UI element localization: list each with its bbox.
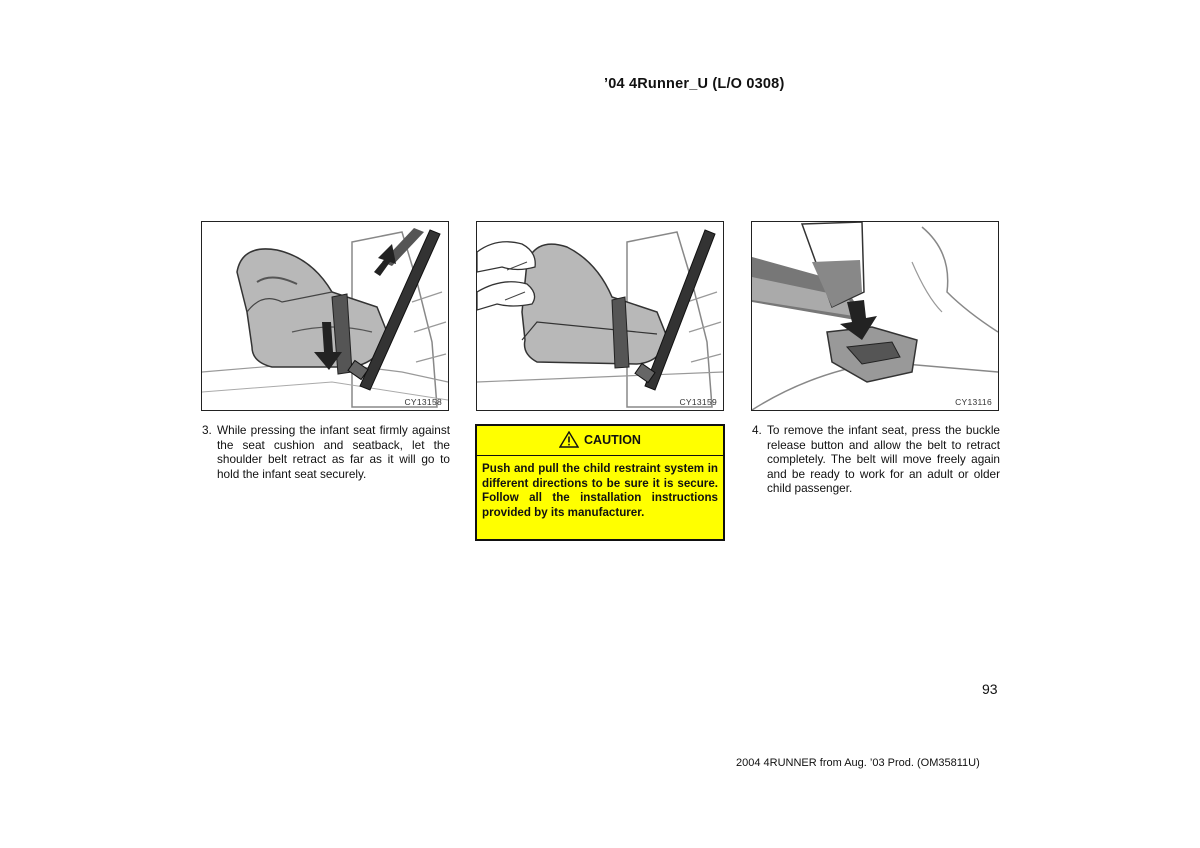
step-text: To remove the infant seat, press the buckle release button and allow the belt to retract completely. The belt will move freely again and be ready to work for an adult or older child passenger. xyxy=(767,423,1000,496)
step-number: 3. xyxy=(202,423,212,437)
figure-code: CY13159 xyxy=(679,397,717,407)
figure-infant-seat-retract xyxy=(201,221,449,411)
step-4 xyxy=(752,423,1000,496)
page-footer: 2004 4RUNNER from Aug. ’03 Prod. (OM35811U) xyxy=(736,757,980,769)
infant-seat-push-pull-illustration xyxy=(477,222,723,410)
step-3 xyxy=(202,423,450,481)
buckle-release-illustration xyxy=(752,222,998,410)
caution-heading-label: CAUTION xyxy=(584,433,641,447)
page-number: 93 xyxy=(982,681,998,697)
page-header: ’04 4Runner_U (L/O 0308) xyxy=(604,76,785,92)
caution-text: Push and pull the child restraint system in different directions to be sure it is secure. Follow all the installation instructions provided by its manufacturer. xyxy=(482,462,718,519)
infant-seat-belt-retract-illustration xyxy=(202,222,448,410)
caution-heading xyxy=(477,426,723,456)
step-text: While pressing the infant seat firmly against the seat cushion and seatback, let the shoulder belt retract as far as it will go to hold the infant seat securely. xyxy=(217,423,450,481)
figure-buckle-release xyxy=(751,221,999,411)
caution-box xyxy=(475,424,725,541)
warning-triangle-icon xyxy=(559,431,579,448)
figure-infant-seat-push-pull xyxy=(476,221,724,411)
step-number: 4. xyxy=(752,423,762,437)
figure-code: CY13158 xyxy=(404,397,442,407)
figure-code: CY13116 xyxy=(955,397,992,407)
